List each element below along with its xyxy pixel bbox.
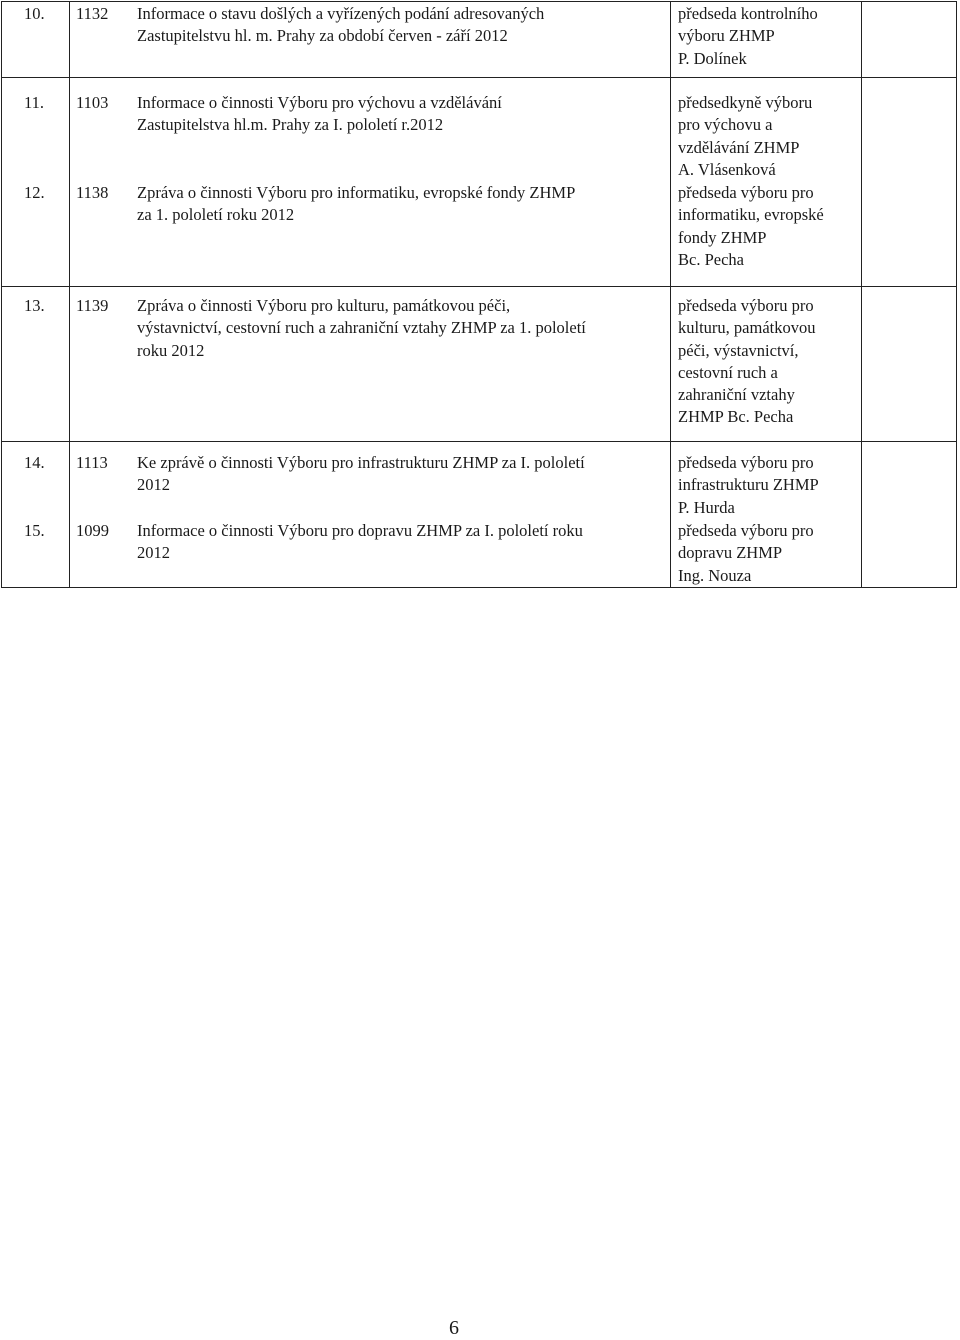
row-divider	[1, 286, 957, 287]
title-line: Zastupitelstva hl.m. Prahy za I. pololetí r.2012	[137, 115, 444, 135]
responsible-line: A. Vlásenková	[678, 159, 776, 179]
title-line: roku 2012	[137, 340, 205, 360]
agenda-title	[137, 452, 667, 497]
row-divider	[1, 77, 957, 78]
print-code: 1138	[76, 183, 109, 202]
responsible-line: P. Hurda	[678, 497, 735, 517]
page-number: 6	[449, 1317, 459, 1339]
responsible-line: infrastrukturu ZHMP	[678, 475, 819, 495]
responsible-line: vzdělávání ZHMP	[678, 137, 800, 157]
responsible-line: P. Dolínek	[678, 48, 747, 68]
title-line: Informace o činnosti Výboru pro dopravu ZHMP za I. pololetí roku	[137, 521, 583, 540]
title-line: Zpráva o činnosti Výboru pro informatiku, evropské fondy ZHMP	[137, 183, 576, 202]
row-number: 14.	[24, 453, 45, 472]
responsible-line: Bc. Pecha	[678, 249, 744, 269]
responsible-line: výboru ZHMP	[678, 26, 775, 46]
agenda-title	[137, 3, 667, 48]
column-divider	[69, 1, 70, 588]
responsible-line: předsedkyně výboru	[678, 93, 813, 112]
print-code: 1113	[76, 453, 108, 472]
row-number: 10.	[24, 4, 45, 23]
responsible-line: dopravu ZHMP	[678, 543, 783, 563]
responsible-person	[678, 182, 858, 271]
responsible-person	[678, 3, 858, 70]
title-line: výstavnictví, cestovní ruch a zahraniční vztahy ZHMP za 1. pololetí	[137, 318, 586, 338]
title-line: Informace o stavu došlých a vyřízených podání adresovaných	[137, 4, 545, 23]
print-code: 1139	[76, 296, 109, 315]
responsible-line: Ing. Nouza	[678, 565, 752, 585]
title-line: Zpráva o činnosti Výboru pro kulturu, památkovou péči,	[137, 296, 511, 315]
agenda-title	[137, 520, 667, 565]
responsible-line: předseda výboru pro	[678, 453, 814, 472]
responsible-line: předseda výboru pro	[678, 296, 814, 315]
print-code: 1132	[76, 4, 109, 23]
row-number: 13.	[24, 296, 45, 315]
row-number: 12.	[24, 183, 45, 202]
title-line: 2012	[137, 543, 170, 563]
responsible-line: pro výchovu a	[678, 115, 773, 135]
title-line: za 1. pololetí roku 2012	[137, 205, 295, 225]
responsible-person	[678, 92, 858, 181]
row-divider	[1, 441, 957, 442]
responsible-person	[678, 452, 858, 519]
print-code: 1103	[76, 93, 109, 112]
agenda-title	[137, 92, 667, 137]
column-divider	[861, 1, 862, 588]
title-line: 2012	[137, 475, 170, 495]
responsible-line: předseda kontrolního	[678, 4, 818, 23]
agenda-title	[137, 182, 667, 227]
responsible-person	[678, 295, 858, 429]
responsible-line: kulturu, památkovou	[678, 318, 816, 338]
title-line: Informace o činnosti Výboru pro výchovu a vzdělávání	[137, 93, 502, 112]
responsible-line: péči, výstavnictví,	[678, 340, 799, 360]
responsible-person	[678, 520, 858, 587]
responsible-line: předseda výboru pro	[678, 521, 814, 540]
responsible-line: fondy ZHMP	[678, 227, 767, 247]
responsible-line: předseda výboru pro	[678, 183, 814, 202]
responsible-line: ZHMP Bc. Pecha	[678, 407, 794, 427]
responsible-line: cestovní ruch a	[678, 362, 778, 382]
title-line: Zastupitelstvu hl. m. Prahy za období červen - září 2012	[137, 26, 508, 46]
print-code: 1099	[76, 521, 109, 540]
responsible-line: informatiku, evropské	[678, 205, 824, 225]
column-divider	[670, 1, 671, 588]
agenda-title	[137, 295, 667, 362]
row-number: 15.	[24, 521, 45, 540]
title-line: Ke zprávě o činnosti Výboru pro infrastrukturu ZHMP za I. pololetí	[137, 453, 585, 472]
responsible-line: zahraniční vztahy	[678, 385, 795, 405]
row-number: 11.	[24, 93, 45, 112]
